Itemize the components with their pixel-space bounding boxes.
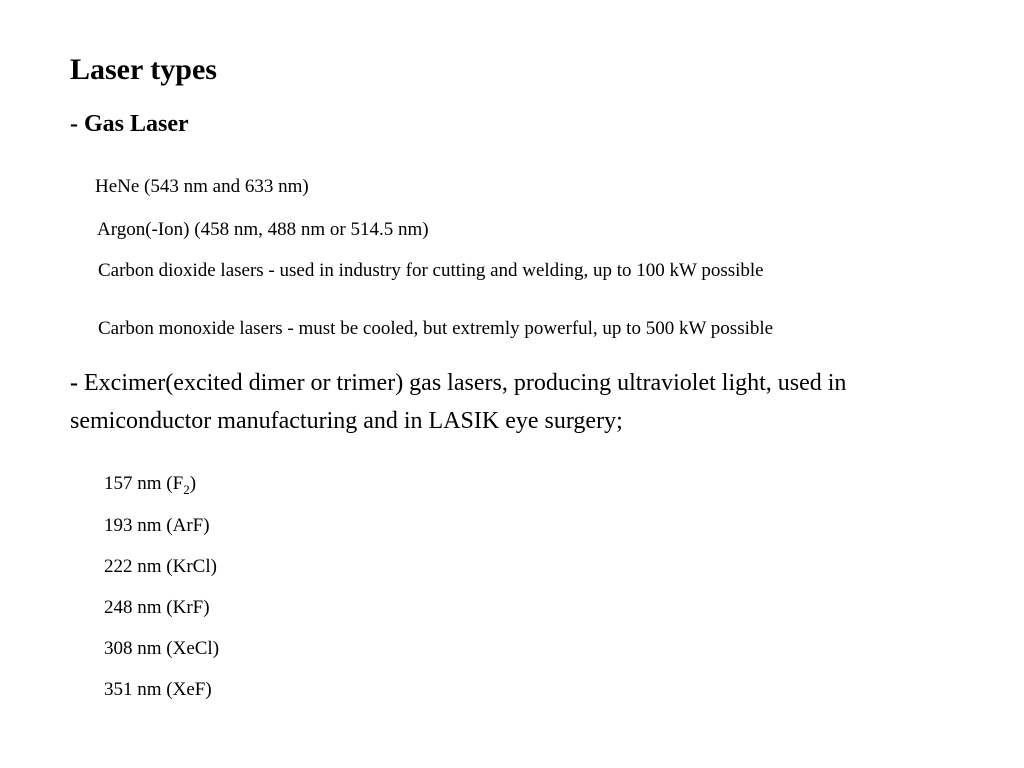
list-item-argon: Argon(-Ion) (458 nm, 488 nm or 514.5 nm)	[97, 219, 429, 240]
wavelength-item-xef: 351 nm (XeF)	[104, 679, 212, 700]
list-item-hene: HeNe (543 nm and 633 nm)	[95, 176, 309, 197]
wavelength-item-xecl: 308 nm (XeCl)	[104, 638, 220, 659]
page-title: Laser types	[70, 53, 217, 86]
wavelength-item-arf: 193 nm (ArF)	[104, 515, 210, 536]
excimer-paragraph	[70, 364, 950, 440]
wavelength-item-f2	[104, 472, 196, 496]
gas-laser-heading: - Gas Laser	[70, 111, 189, 137]
f2-prefix: 157 nm (F	[104, 473, 184, 494]
excimer-dash: -	[70, 370, 78, 396]
list-item-co2: Carbon dioxide lasers - used in industry for cutting and welding, up to 100 kW possible	[98, 260, 764, 281]
excimer-text: Excimer(excited dimer or trimer) gas lasers, producing ultraviolet light, used in semiconductor manufacturing and in LASIK eye surgery;	[70, 370, 847, 434]
f2-subscript: 2	[183, 481, 190, 497]
wavelength-item-krcl: 222 nm (KrCl)	[104, 556, 217, 577]
f2-suffix: )	[189, 473, 197, 494]
list-item-co: Carbon monoxide lasers - must be cooled, but extremly powerful, up to 500 kW possible	[98, 318, 774, 339]
wavelength-item-krf: 248 nm (KrF)	[104, 597, 210, 618]
